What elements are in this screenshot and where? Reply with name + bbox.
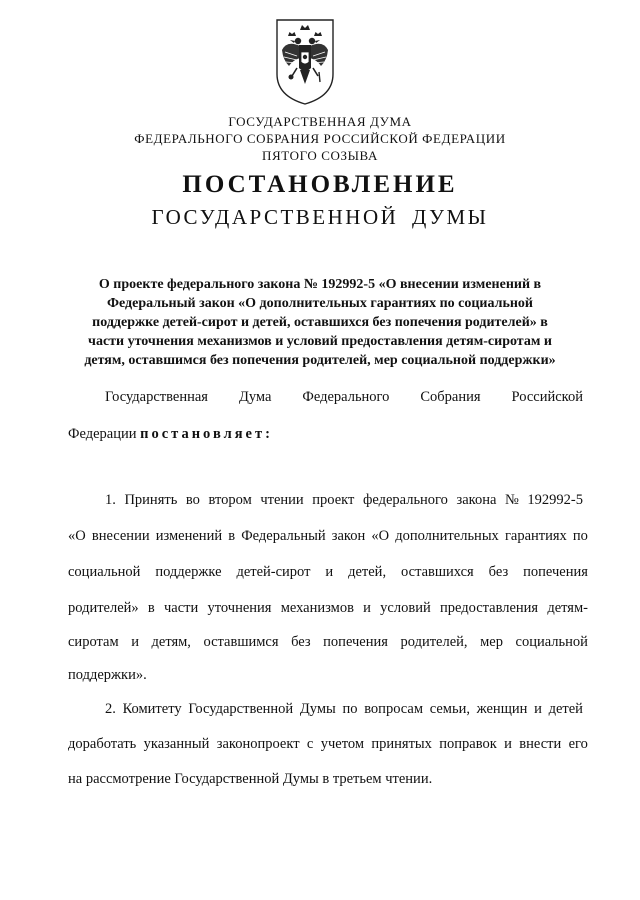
subject-line: О проекте федерального закона № 192992-5 «О внесении изменений в xyxy=(98,277,542,292)
subject-line: части уточнения механизмов и условий предоставления детям-сиротам и xyxy=(88,334,552,349)
paragraph-1-line xyxy=(68,634,588,651)
body-word: попечения xyxy=(323,634,388,650)
header-line-3: ПЯТОГО СОЗЫВА xyxy=(262,148,378,163)
paragraph-1-line xyxy=(105,492,583,509)
body-word: родителей» xyxy=(68,600,139,616)
body-word: по xyxy=(342,701,358,717)
body-word: детям- xyxy=(547,600,588,616)
body-word: семьи, xyxy=(429,701,470,717)
body-word: Государственной xyxy=(188,701,294,717)
body-word: детям, xyxy=(151,634,191,650)
body-word: гарантиях xyxy=(504,528,567,544)
document-title: ПОСТАНОВЛЕНИЕ xyxy=(182,171,458,198)
preamble-word: Дума xyxy=(238,389,272,405)
preamble-line-1 xyxy=(105,389,583,406)
body-word: в xyxy=(228,528,236,544)
body-word: внесении xyxy=(91,528,150,544)
body-word: сиротам xyxy=(68,634,119,650)
body-word: внести xyxy=(519,736,562,752)
header-line-2: ФЕДЕРАЛЬНОГО СОБРАНИЯ РОССИЙСКОЙ ФЕДЕРАЦИИ xyxy=(134,131,506,146)
body-word: Принять xyxy=(124,492,178,508)
resolves-word: постановляет: xyxy=(140,426,273,442)
body-word: женщин xyxy=(476,701,528,717)
body-word: без xyxy=(291,634,311,650)
body-word: и xyxy=(534,701,542,717)
body-word: закона xyxy=(456,492,497,508)
paragraph-1-last-line: поддержки». xyxy=(68,667,147,683)
preamble-word: Федерального xyxy=(302,389,390,405)
body-word: дополнительных xyxy=(395,528,499,544)
body-word: части xyxy=(164,600,199,616)
body-word: Думы xyxy=(299,701,336,717)
body-word: и xyxy=(325,564,334,580)
body-word: социальной xyxy=(515,634,588,650)
body-word: закон xyxy=(331,528,366,544)
body-word: оставшихся xyxy=(401,564,474,580)
body-word: доработать xyxy=(68,736,137,752)
body-word: 192992-5 xyxy=(527,492,583,508)
body-word: втором xyxy=(208,492,252,508)
paragraph-2-line xyxy=(68,736,588,753)
body-word: чтении xyxy=(260,492,304,508)
body-word: 1. xyxy=(105,492,116,508)
preamble-word: Федерации xyxy=(68,426,137,442)
body-word: оставшимся xyxy=(203,634,279,650)
body-word: вопросам xyxy=(364,701,424,717)
body-word: условий xyxy=(380,600,431,616)
preamble-word: Государственная xyxy=(105,389,208,405)
body-word: родителей, xyxy=(400,634,468,650)
subject-line: Федеральный закон «О дополнительных гарантиях по социальной xyxy=(107,296,533,311)
body-word: с xyxy=(306,736,314,752)
body-word: учетом xyxy=(320,736,364,752)
body-word: детей-сирот xyxy=(236,564,311,580)
body-word: и xyxy=(131,634,139,650)
body-word: детей xyxy=(548,701,583,717)
body-word: № xyxy=(504,492,519,508)
body-word: и xyxy=(504,736,512,752)
header-line-1: ГОСУДАРСТВЕННАЯ ДУМА xyxy=(228,114,412,129)
body-word: указанный xyxy=(143,736,210,752)
body-word: Комитету xyxy=(122,701,182,717)
body-word: принятых xyxy=(371,736,432,752)
body-word: законопроект xyxy=(216,736,300,752)
body-word: поправок xyxy=(439,736,497,752)
body-word: и xyxy=(363,600,371,616)
body-word: во xyxy=(185,492,200,508)
body-word: в xyxy=(147,600,155,616)
preamble-word: Собрания xyxy=(420,389,481,405)
body-word: проект xyxy=(312,492,355,508)
document-subtitle: ГОСУДАРСТВЕННОЙ ДУМЫ xyxy=(151,205,489,229)
body-word: поддержке xyxy=(155,564,222,580)
body-word: детей, xyxy=(348,564,387,580)
subject-line: детям, оставшимся без попечения родителей, мер социальной поддержки» xyxy=(84,353,556,368)
document-subject xyxy=(60,275,580,370)
paragraph-2-last-line: на рассмотрение Государственной Думы в третьем чтении. xyxy=(68,771,433,787)
body-word: по xyxy=(572,528,588,544)
paragraph-1-line xyxy=(68,600,588,617)
coat-of-arms-icon xyxy=(273,16,337,108)
paragraph-1-line xyxy=(68,528,588,545)
body-word: «О xyxy=(68,528,86,544)
issuer-header xyxy=(0,113,640,164)
body-word: попечения xyxy=(523,564,588,580)
body-word: Федеральный xyxy=(241,528,326,544)
body-word: предоставления xyxy=(439,600,539,616)
body-word: изменений xyxy=(155,528,223,544)
preamble-line-2 xyxy=(68,426,588,443)
body-word: 2. xyxy=(105,701,116,717)
body-word: уточнения xyxy=(207,600,272,616)
body-word: без xyxy=(488,564,509,580)
body-word: мер xyxy=(480,634,503,650)
body-word: механизмов xyxy=(280,600,354,616)
body-word: социальной xyxy=(68,564,141,580)
subject-line: поддержке детей-сирот и детей, оставшихся без попечения родителей» в xyxy=(92,315,548,330)
body-word: «О xyxy=(371,528,390,544)
preamble-word: Российской xyxy=(511,389,583,405)
body-word: федерального xyxy=(362,492,448,508)
body-word: его xyxy=(568,736,588,752)
paragraph-1-line xyxy=(68,564,588,581)
paragraph-2-line xyxy=(105,701,583,718)
